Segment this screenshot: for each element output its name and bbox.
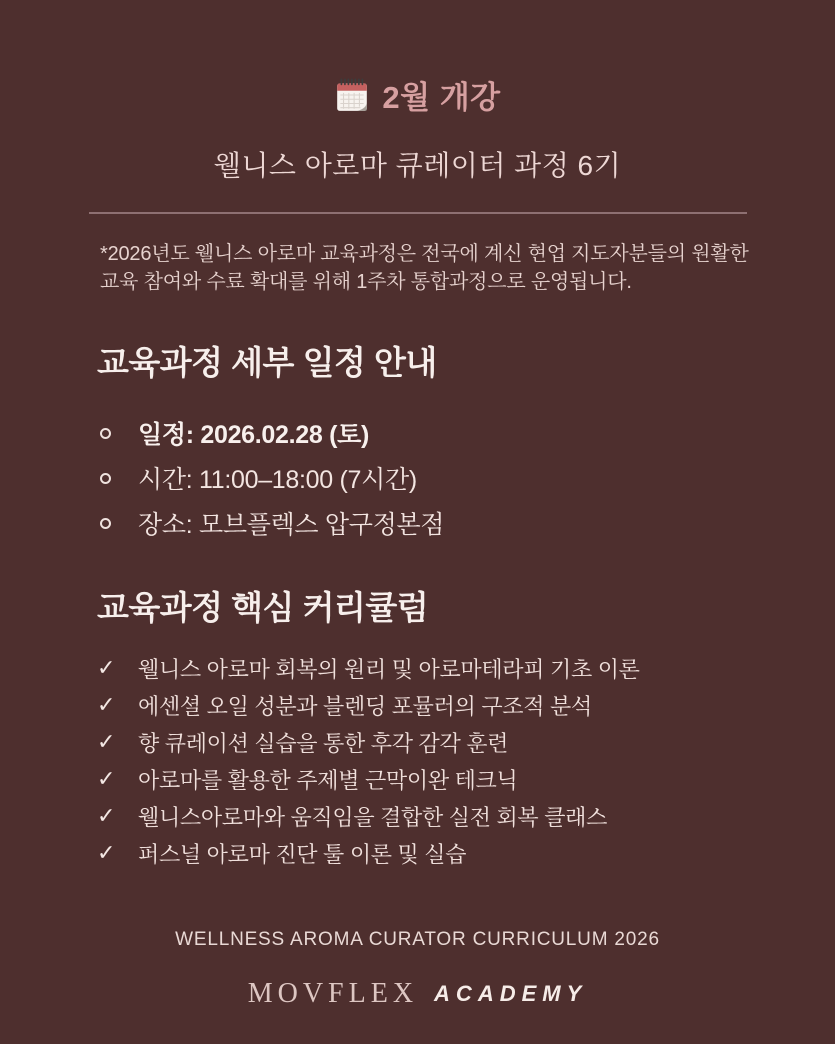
poster-header	[0, 72, 835, 117]
checkmark-icon: ✓	[97, 765, 116, 791]
schedule-item-label: 일정: 2026.02.28 (토)	[138, 420, 370, 449]
curriculum-item	[97, 687, 640, 724]
curriculum-item-label: 향 큐레이션 실습을 통한 후각 감각 훈련	[138, 731, 509, 756]
schedule-item-label: 장소: 모브플렉스 압구정본점	[138, 510, 445, 539]
header-divider	[89, 212, 747, 214]
brand-logo	[0, 978, 835, 1010]
curriculum-item-label: 아로마를 활용한 주제별 근막이완 테크닉	[138, 768, 518, 793]
course-title: 웰니스 아로마 큐레이터 과정 6기	[213, 150, 622, 181]
notice-paragraph	[100, 240, 780, 296]
checkmark-icon: ✓	[97, 691, 116, 717]
curriculum-item	[97, 798, 640, 835]
curriculum-item	[97, 650, 640, 687]
circle-bullet-icon	[100, 428, 111, 439]
notice-line-2: 교육 참여와 수료 확대를 위해 1주차 통합과정으로 운영됩니다.	[100, 271, 632, 293]
checkmark-icon: ✓	[97, 802, 116, 828]
schedule-item-label: 시간: 11:00–18:00 (7시간)	[138, 465, 417, 494]
schedule-section-heading: 교육과정 세부 일정 안내	[97, 344, 437, 381]
curriculum-list	[97, 650, 640, 872]
curriculum-item	[97, 761, 640, 798]
curriculum-item	[97, 724, 640, 761]
curriculum-item-label: 에센셜 오일 성분과 블렌딩 포뮬러의 구조적 분석	[138, 694, 592, 719]
curriculum-item	[97, 835, 640, 872]
schedule-item-time	[100, 455, 444, 500]
checkmark-icon: ✓	[97, 728, 116, 754]
notice-line-1: *2026년도 웰니스 아로마 교육과정은 전국에 계신 현업 지도자분들의 원활한	[100, 243, 749, 265]
schedule-list	[100, 410, 444, 545]
circle-bullet-icon	[100, 473, 111, 484]
footer-tagline: WELLNESS AROMA CURATOR CURRICULUM 2026	[175, 929, 660, 950]
curriculum-item-label: 웰니스 아로마 회복의 원리 및 아로마테라피 기초 이론	[138, 657, 640, 682]
brand-academy-label: ACADEMY	[434, 981, 588, 1006]
brand-wordmark: MOVFLEX	[247, 978, 419, 1009]
checkmark-icon: ✓	[97, 839, 116, 865]
curriculum-section-heading: 교육과정 핵심 커리큘럼	[97, 589, 429, 626]
curriculum-item-label: 퍼스널 아로마 진단 툴 이론 및 실습	[138, 842, 467, 867]
curriculum-item-label: 웰니스아로마와 움직임을 결합한 실전 회복 클래스	[138, 805, 608, 830]
opening-month-badge: 2월 개강	[382, 80, 501, 115]
spiral-calendar-icon	[334, 77, 370, 113]
schedule-item-place	[100, 500, 444, 545]
schedule-item-date	[100, 410, 444, 455]
circle-bullet-icon	[100, 518, 111, 529]
checkmark-icon: ✓	[97, 654, 116, 680]
